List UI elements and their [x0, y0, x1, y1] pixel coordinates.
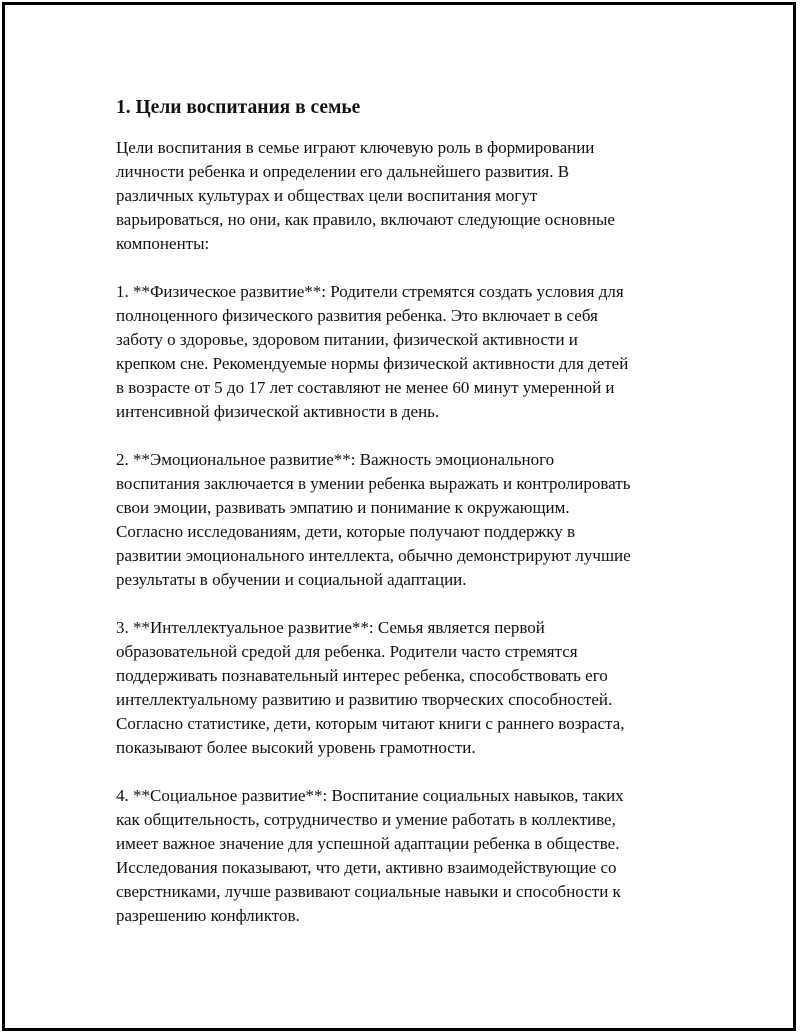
list-item-intellectual-development: 3. **Интеллектуальное развитие**: Семья является первой образовательной средой для ребенка. Родители часто стремятся поддерживать познавательный интерес ребенка, способствовать его интеллектуальному развитию и развитию творческих способностей. Согласно статистике, дети, которым читают книги с раннего возраста, показывают более высокий уровень грамотности.: [116, 618, 625, 757]
list-item-emotional-development: 2. **Эмоциональное развитие**: Важность эмоционального воспитания заключается в умении ребенка выражать и контролировать свои эмоции, развивать эмпатию и понимание к окружающим. Согласно исследованиям, дети, которые получают поддержку в развитии эмоционального интеллекта, обычно демонстрируют лучшие результаты в обучении и социальной адаптации.: [116, 450, 631, 589]
intro-paragraph: Цели воспитания в семье играют ключевую роль в формировании личности ребенка и определении его дальнейшего развития. В различных культурах и обществах цели воспитания могут варьироваться, но они, как правило, включают следующие основные компоненты:: [116, 138, 615, 253]
list-item-social-development: 4. **Социальное развитие**: Воспитание социальных навыков, таких как общительность, сотрудничество и умение работать в коллективе, имеет важное значение для успешной адаптации ребенка в обществе. Исследования показывают, что дети, активно взаимодействующие со сверстниками, лучше развивают социальные навыки и способности к разрешению конфликтов.: [116, 786, 624, 925]
section-heading: 1. Цели воспитания в семье: [116, 97, 361, 118]
list-item-physical-development: 1. **Физическое развитие**: Родители стремятся создать условия для полноценного физического развития ребенка. Это включает в себя заботу о здоровье, здоровом питании, физической активности и крепком сне. Рекомендуемые нормы физической активности для детей в возрасте от 5 до 17 лет составляют не менее 60 минут умеренной и интенсивной физической активности в день.: [116, 282, 629, 421]
document-body: [116, 96, 696, 952]
